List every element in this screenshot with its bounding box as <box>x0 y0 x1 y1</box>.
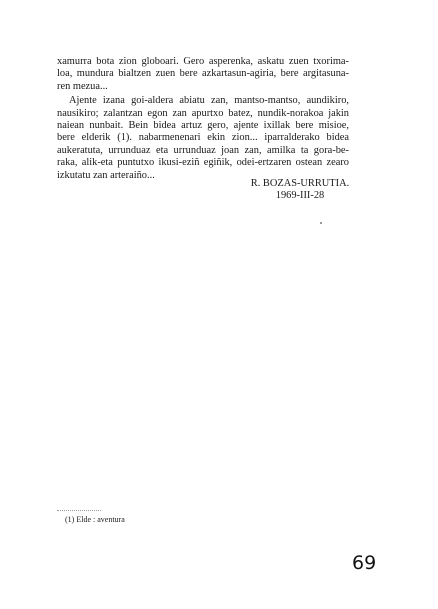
text-line: Ajente izana goi-aldera abiatu zan, mantso-mantso, aundikiro, <box>69 95 349 107</box>
text-line: naiean nunbait. Bein bidea artuz gero, ajente ixillak bere misioe, <box>57 120 349 132</box>
signature-block <box>240 178 360 203</box>
text-line: bere elderik (1). nabarmenenari ekin zion... iparralderako bidea <box>57 132 349 144</box>
text-line: xamurra bota zion globoari. Gero asperenka, askatu zuen txorima- <box>57 56 349 67</box>
signature-date: 1969-III-28 <box>275 190 325 202</box>
print-speck <box>320 222 322 224</box>
text-line: izkutatu zan arteraiño... <box>57 169 155 181</box>
author-name: R. BOZAS-URRUTIA. <box>250 178 350 189</box>
paragraph-1 <box>57 56 349 93</box>
footnote: (1) Elde : aventura <box>65 515 125 524</box>
text-line: raka, alik-eta puntutxo ikusi-eziñ egiñik, odei-ertzaren ostean zearo <box>57 157 349 169</box>
body-text <box>57 56 349 182</box>
page-number: 69 <box>352 552 377 574</box>
paragraph-2 <box>57 95 349 182</box>
text-line: loa, mundura bialtzen zuen bere azkartasun-agiria, bere argitasuna- <box>57 68 349 80</box>
text-line: aukeratuta, urrunduaz eta urrunduaz joan zan, amilka ta gora-be- <box>57 144 349 156</box>
text-line: nausikiro; zalantzan egon zan apurtxo batez, nundik-norakoa jakin <box>57 107 349 119</box>
text-line: ren mezua... <box>57 80 108 92</box>
footnote-divider <box>57 510 101 511</box>
